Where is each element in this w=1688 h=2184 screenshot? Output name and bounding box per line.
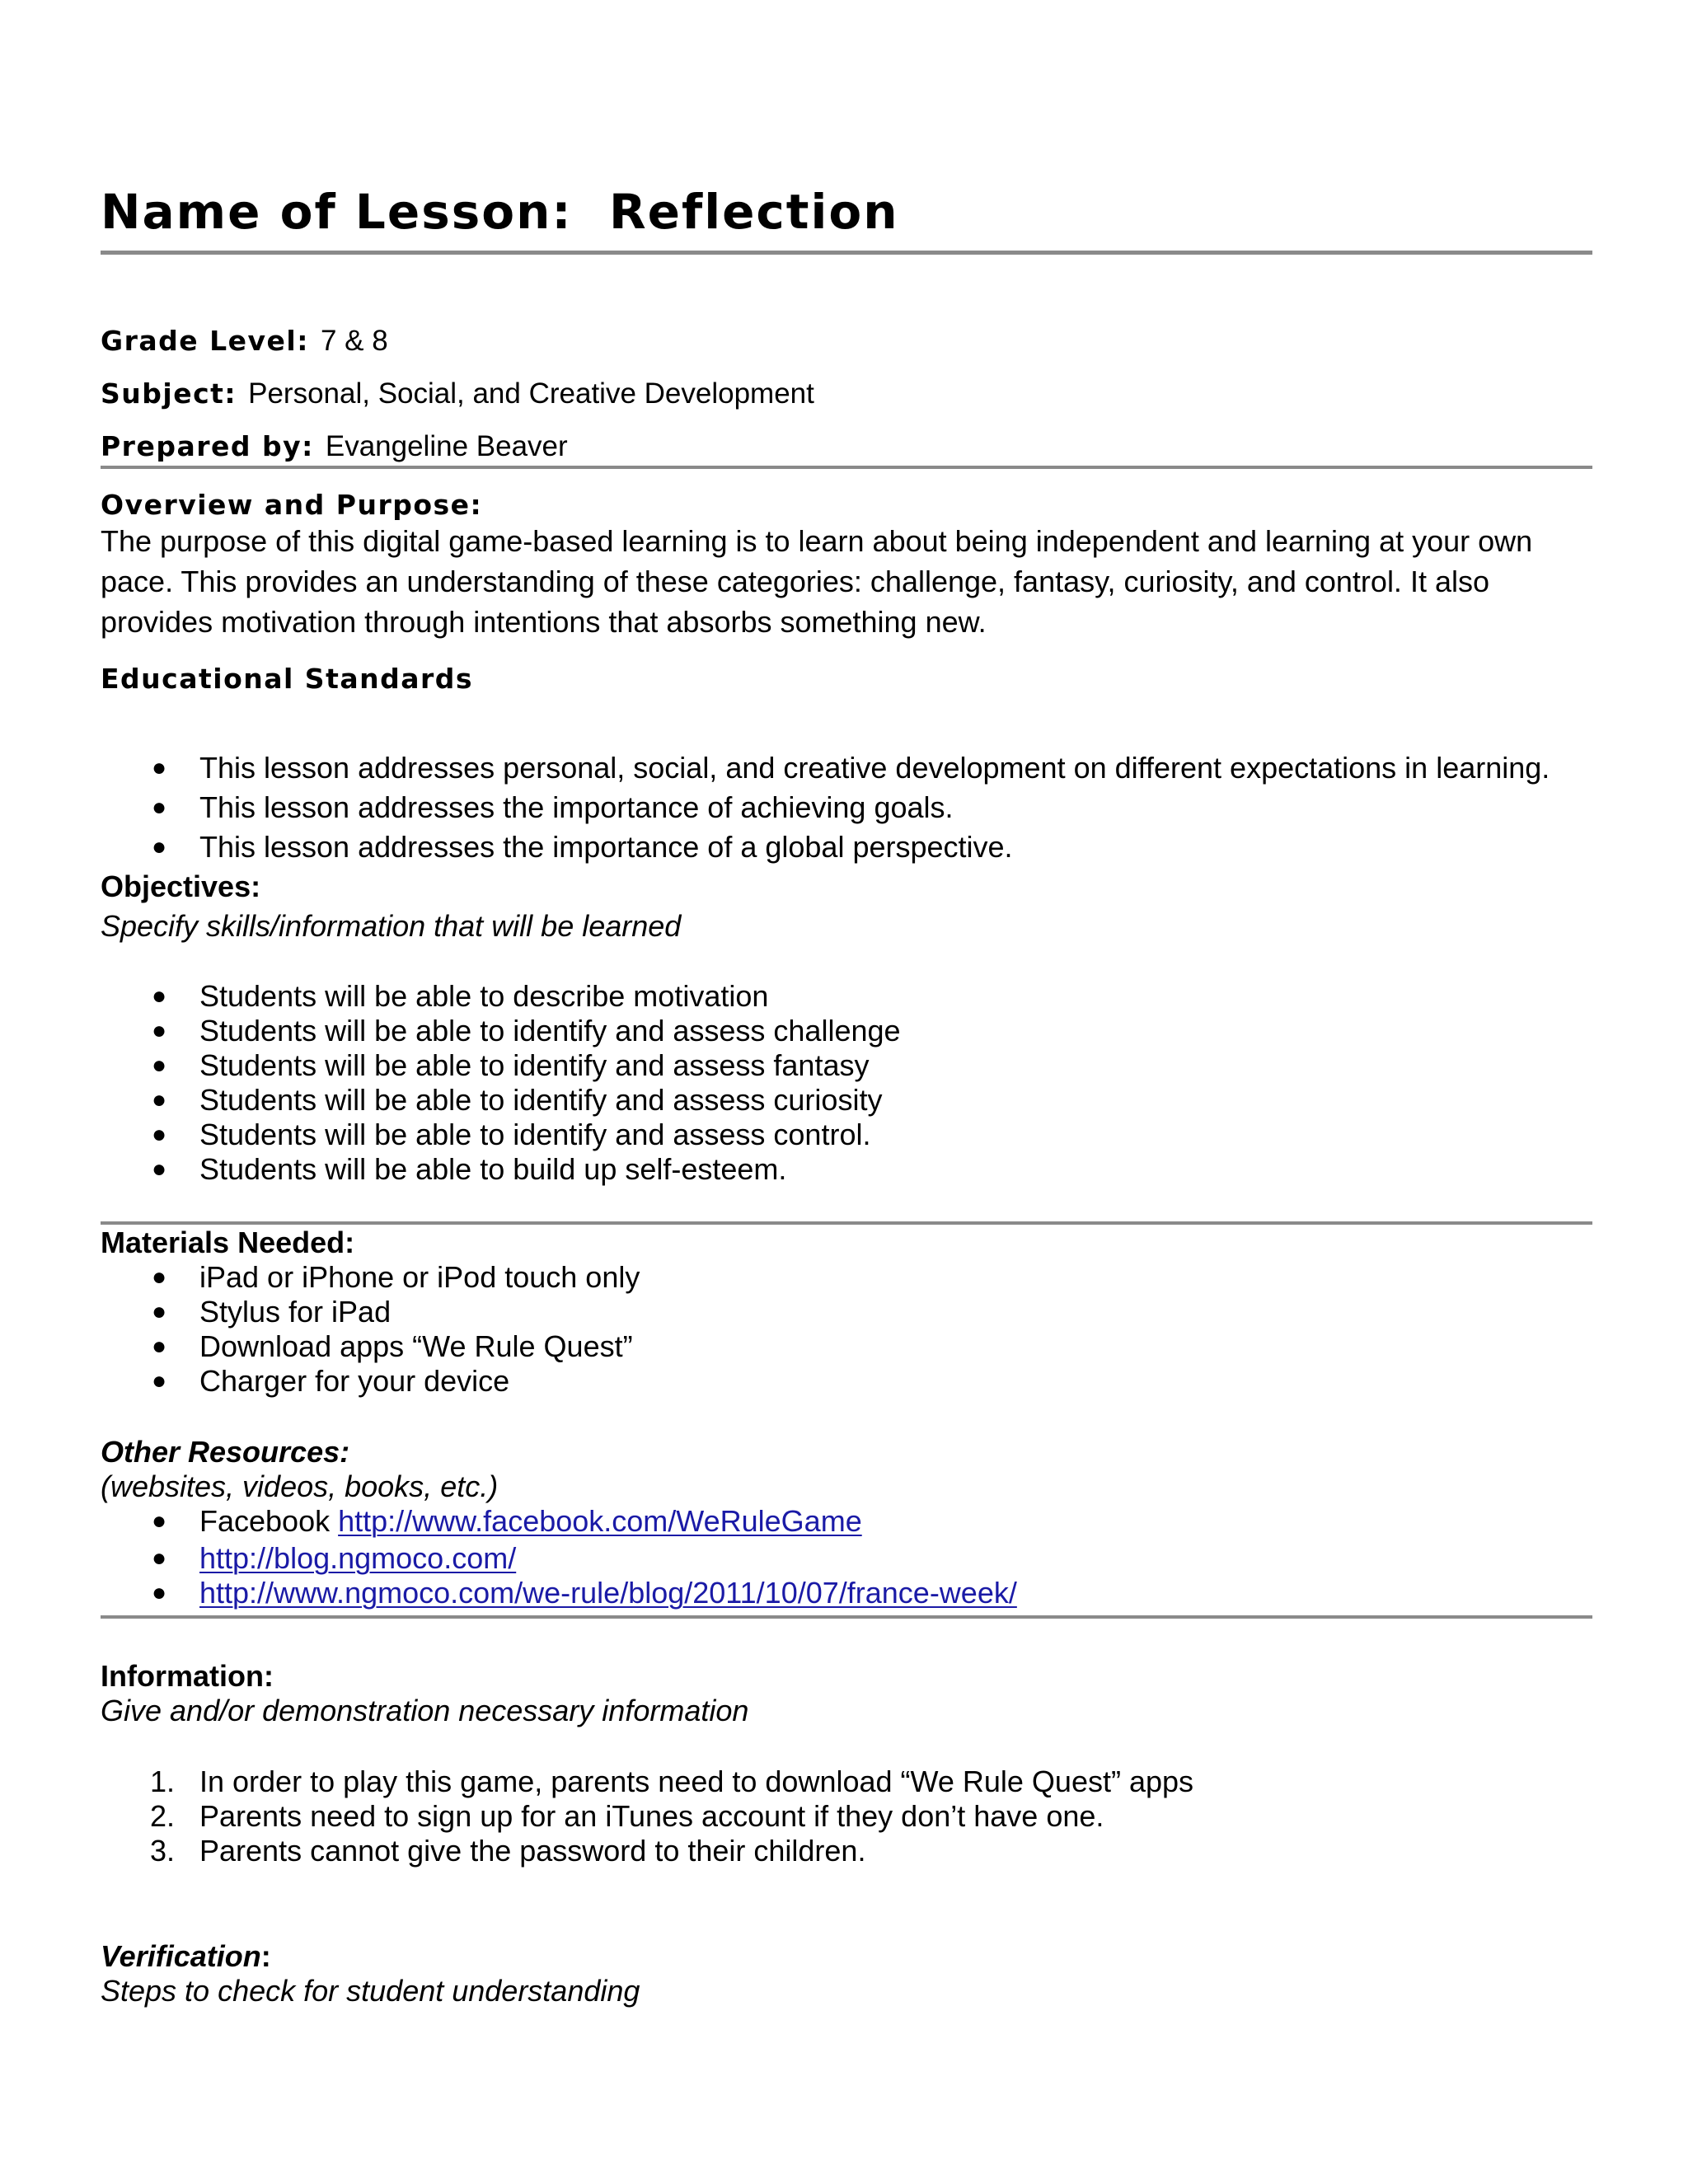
resources-list — [101, 1504, 1592, 1610]
list-item: ● iPad or iPhone or iPod touch only — [152, 1260, 640, 1294]
objectives-heading: Objectives: — [101, 869, 261, 903]
bullet-icon: ● — [152, 794, 167, 821]
standards-heading: Educational Standards — [101, 663, 474, 695]
bullet-icon: ● — [152, 1155, 167, 1183]
objectives-subheading: Specify skills/information that will be learned — [101, 909, 682, 943]
header-divider — [101, 466, 1592, 469]
facebook-label: Facebook — [199, 1504, 339, 1538]
subject-row — [101, 379, 814, 408]
bullet-icon: ● — [152, 982, 167, 1010]
grade-level-label: Grade Level: — [101, 325, 309, 357]
materials-heading: Materials Needed: — [101, 1226, 355, 1259]
bullet-icon: ● — [152, 1263, 167, 1291]
title-divider — [101, 251, 1592, 255]
page-title: Name of Lesson: Reflection — [101, 184, 899, 240]
information-list — [101, 1767, 1592, 1866]
objectives-list — [101, 979, 1592, 1186]
list-item — [101, 1504, 1592, 1538]
list-number: 1. — [150, 1765, 176, 1798]
list-number: 2. — [150, 1799, 176, 1833]
list-item: ● Students will be able to build up self-esteem. — [152, 1152, 787, 1186]
bullet-icon: ● — [152, 1052, 167, 1079]
bullet-icon: ● — [152, 833, 167, 860]
blog-link[interactable]: http://blog.ngmoco.com/ — [199, 1541, 517, 1575]
bullet-icon: ● — [152, 1579, 167, 1606]
list-item: 3. Parents cannot give the password to their children. — [150, 1834, 866, 1868]
list-item: ● This lesson addresses the importance of a global perspective. — [152, 830, 1013, 864]
list-item — [101, 1578, 1592, 1608]
list-item: ● Charger for your device — [152, 1364, 510, 1398]
materials-list — [101, 1260, 1592, 1398]
list-item: ● This lesson addresses the importance of achieving goals. — [152, 790, 954, 824]
resources-subheading: (websites, videos, books, etc.) — [101, 1469, 499, 1503]
list-item: ● Stylus for iPad — [152, 1295, 392, 1329]
list-item: ● Students will be able to describe motivation — [152, 979, 769, 1013]
prepared-by-row — [101, 432, 568, 461]
bullet-icon: ● — [152, 1017, 167, 1044]
grade-level-row — [101, 326, 388, 355]
prepared-by-label: Prepared by: — [101, 430, 314, 462]
bullet-icon: ● — [152, 1367, 167, 1394]
list-number: 3. — [150, 1834, 176, 1868]
standards-list — [101, 753, 1592, 862]
bullet-icon: ● — [152, 754, 167, 781]
verification-subheading: Steps to check for student understanding — [101, 1974, 640, 2008]
resources-heading: Other Resources: — [101, 1435, 350, 1469]
verification-heading: Verification: — [101, 1939, 271, 1973]
bullet-icon: ● — [152, 1298, 167, 1325]
facebook-link[interactable]: http://www.facebook.com/WeRuleGame — [338, 1504, 862, 1538]
subject-value: Personal, Social, and Creative Development — [248, 377, 814, 410]
list-item: ● This lesson addresses personal, social, and creative development on different expectations in learning. — [152, 751, 1550, 785]
list-item — [101, 1541, 1592, 1575]
list-item: ● Students will be able to identify and assess fantasy — [152, 1048, 870, 1082]
grade-level-value: 7 & 8 — [320, 325, 388, 357]
list-item: 2. Parents need to sign up for an iTunes account if they don’t have one. — [150, 1799, 1104, 1833]
resources-divider — [101, 1615, 1592, 1619]
prepared-by-value: Evangeline Beaver — [325, 430, 568, 462]
subject-label: Subject: — [101, 377, 237, 410]
overview-heading: Overview and Purpose: — [101, 489, 483, 521]
bullet-icon: ● — [152, 1121, 167, 1148]
bullet-icon: ● — [152, 1507, 167, 1535]
list-item: ● Students will be able to identify and assess challenge — [152, 1014, 901, 1047]
list-item: ● Students will be able to identify and assess curiosity — [152, 1083, 883, 1117]
bullet-icon: ● — [152, 1544, 167, 1572]
list-item: ● Download apps “We Rule Quest” — [152, 1329, 633, 1363]
overview-text: The purpose of this digital game-based learning is to learn about being independent and learning at your own pace. This provides an understanding of these categories: challenge, fantasy, curiosity, and control. It also provides motivation through intentions that absorbs something new. — [101, 524, 1533, 639]
france-week-link[interactable]: http://www.ngmoco.com/we-rule/blog/2011/10/07/france-week/ — [199, 1576, 1017, 1610]
list-item: 1. In order to play this game, parents need to download “We Rule Quest” apps — [150, 1765, 1194, 1798]
bullet-icon: ● — [152, 1086, 167, 1113]
list-item: ● Students will be able to identify and assess control. — [152, 1118, 871, 1151]
information-subheading: Give and/or demonstration necessary information — [101, 1694, 749, 1727]
objectives-divider — [101, 1221, 1592, 1225]
bullet-icon: ● — [152, 1333, 167, 1360]
information-heading: Information: — [101, 1659, 274, 1693]
